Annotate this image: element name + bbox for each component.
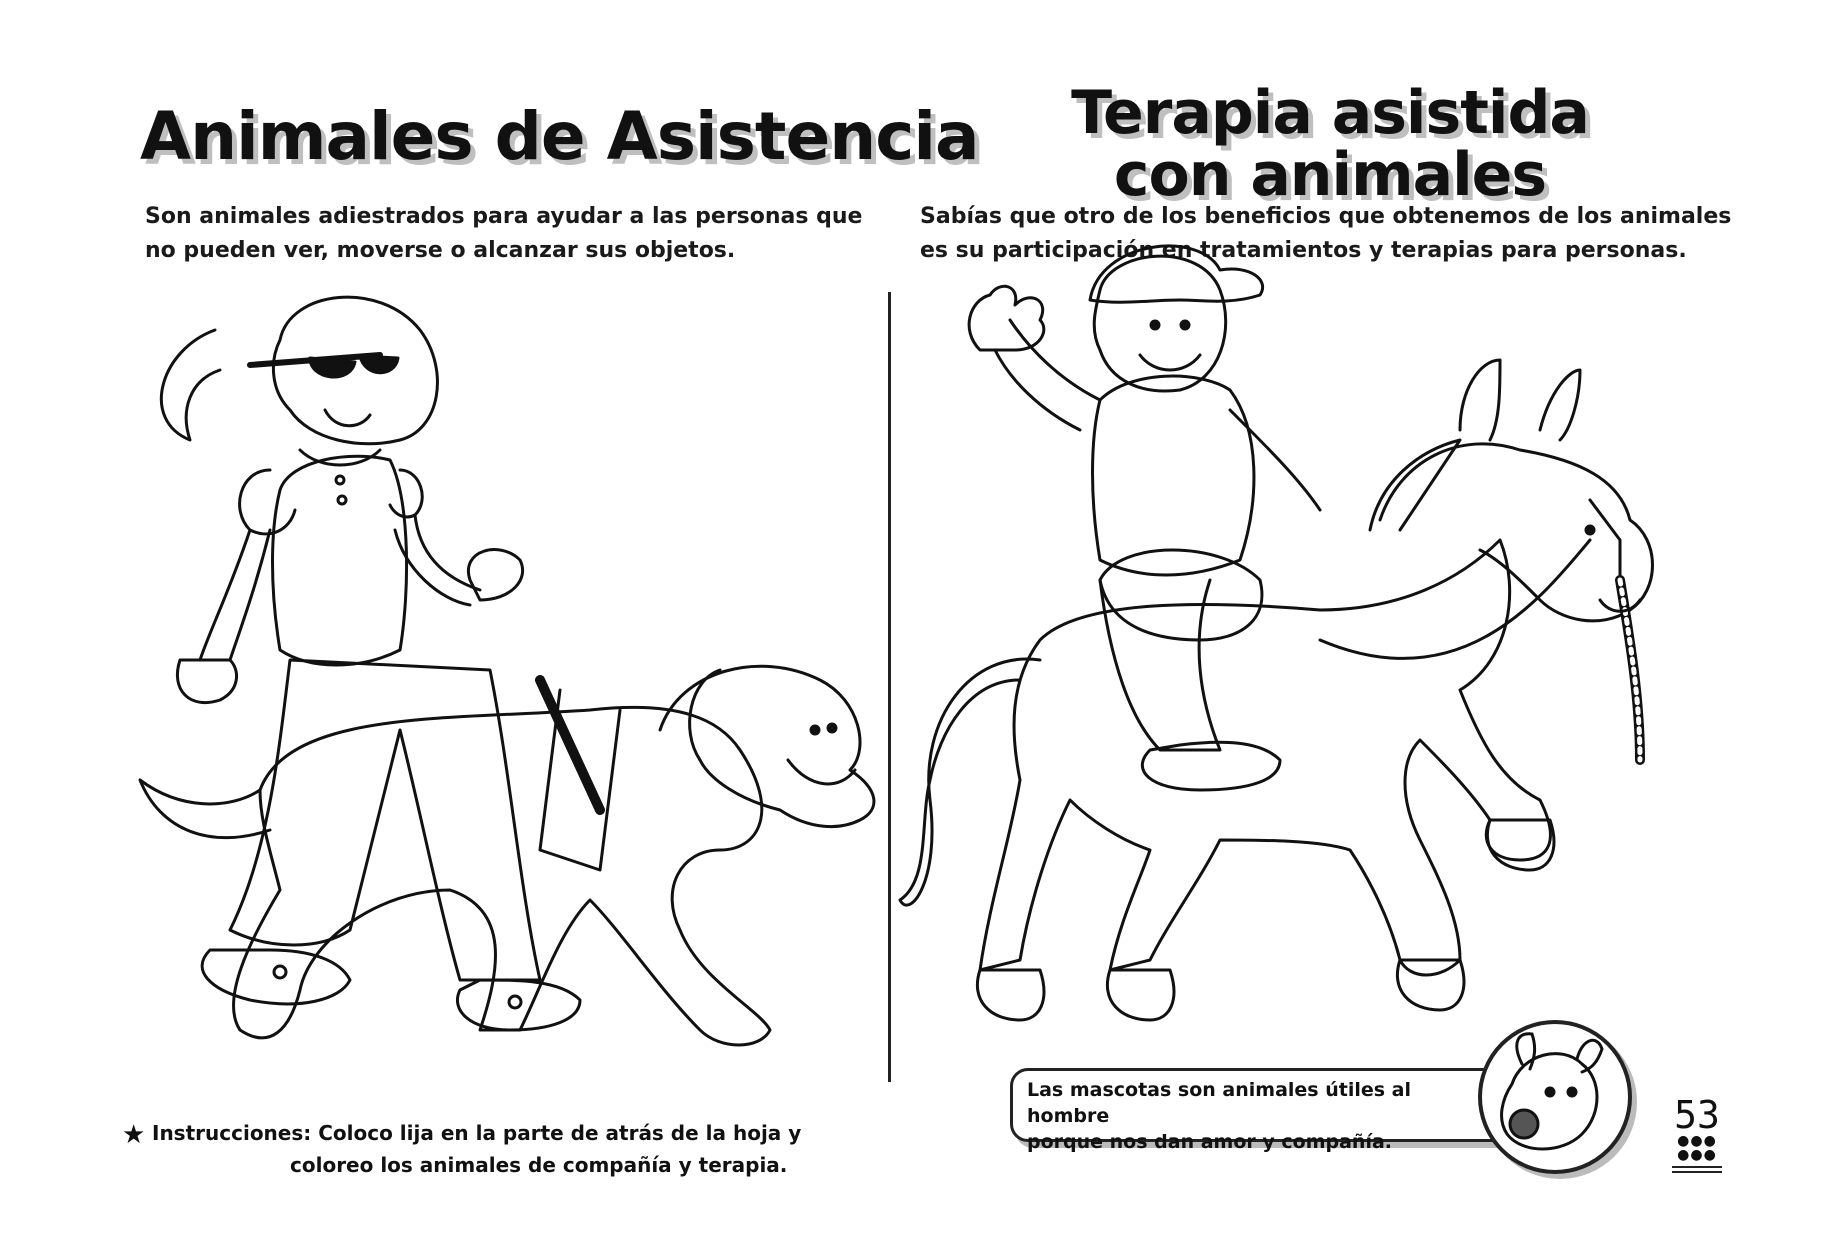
right-description-line2: es su participación en tratamientos y terapias para personas.	[920, 238, 1687, 263]
dog-mascot-icon	[1482, 1024, 1628, 1170]
note-line2: porque nos dan amor y compañía.	[1027, 1131, 1392, 1153]
right-title-line1: Terapia asistida	[1071, 78, 1589, 148]
page-dots-icon: ●●● ●●●	[1677, 1133, 1717, 1163]
left-description-line1: Son animales adiestrados para ayudar a las personas que	[145, 204, 863, 229]
right-description	[920, 200, 1740, 268]
left-description-line2: no pueden ver, moverse o alcanzar sus objetos.	[145, 238, 736, 263]
note-line1: Las mascotas son animales útiles al hombre	[1027, 1079, 1412, 1127]
girl-with-guide-dog-illustration	[120, 290, 900, 1070]
dog-mascot-badge	[1478, 1020, 1632, 1174]
page-number-text: 53	[1674, 1093, 1720, 1137]
instructions-line2: coloreo los animales de compañía y terapia.	[290, 1153, 788, 1177]
right-title-line2: con animales	[1113, 140, 1547, 210]
left-description	[145, 200, 875, 268]
boy-riding-horse-illustration	[900, 280, 1720, 1060]
page-number	[1672, 1093, 1722, 1173]
note-box	[1010, 1068, 1516, 1153]
instructions-line1: Coloco lija en la parte de atrás de la hoja y	[318, 1121, 802, 1145]
left-title: Animales de Asistencia	[140, 98, 979, 175]
star-icon: ★	[122, 1120, 146, 1150]
instructions	[122, 1118, 801, 1180]
instructions-label: Instrucciones:	[152, 1121, 312, 1145]
right-description-line1: Sabías que otro de los beneficios que obtenemos de los animales	[920, 204, 1732, 229]
right-title	[1040, 78, 1620, 210]
page-number-rule	[1672, 1166, 1722, 1173]
